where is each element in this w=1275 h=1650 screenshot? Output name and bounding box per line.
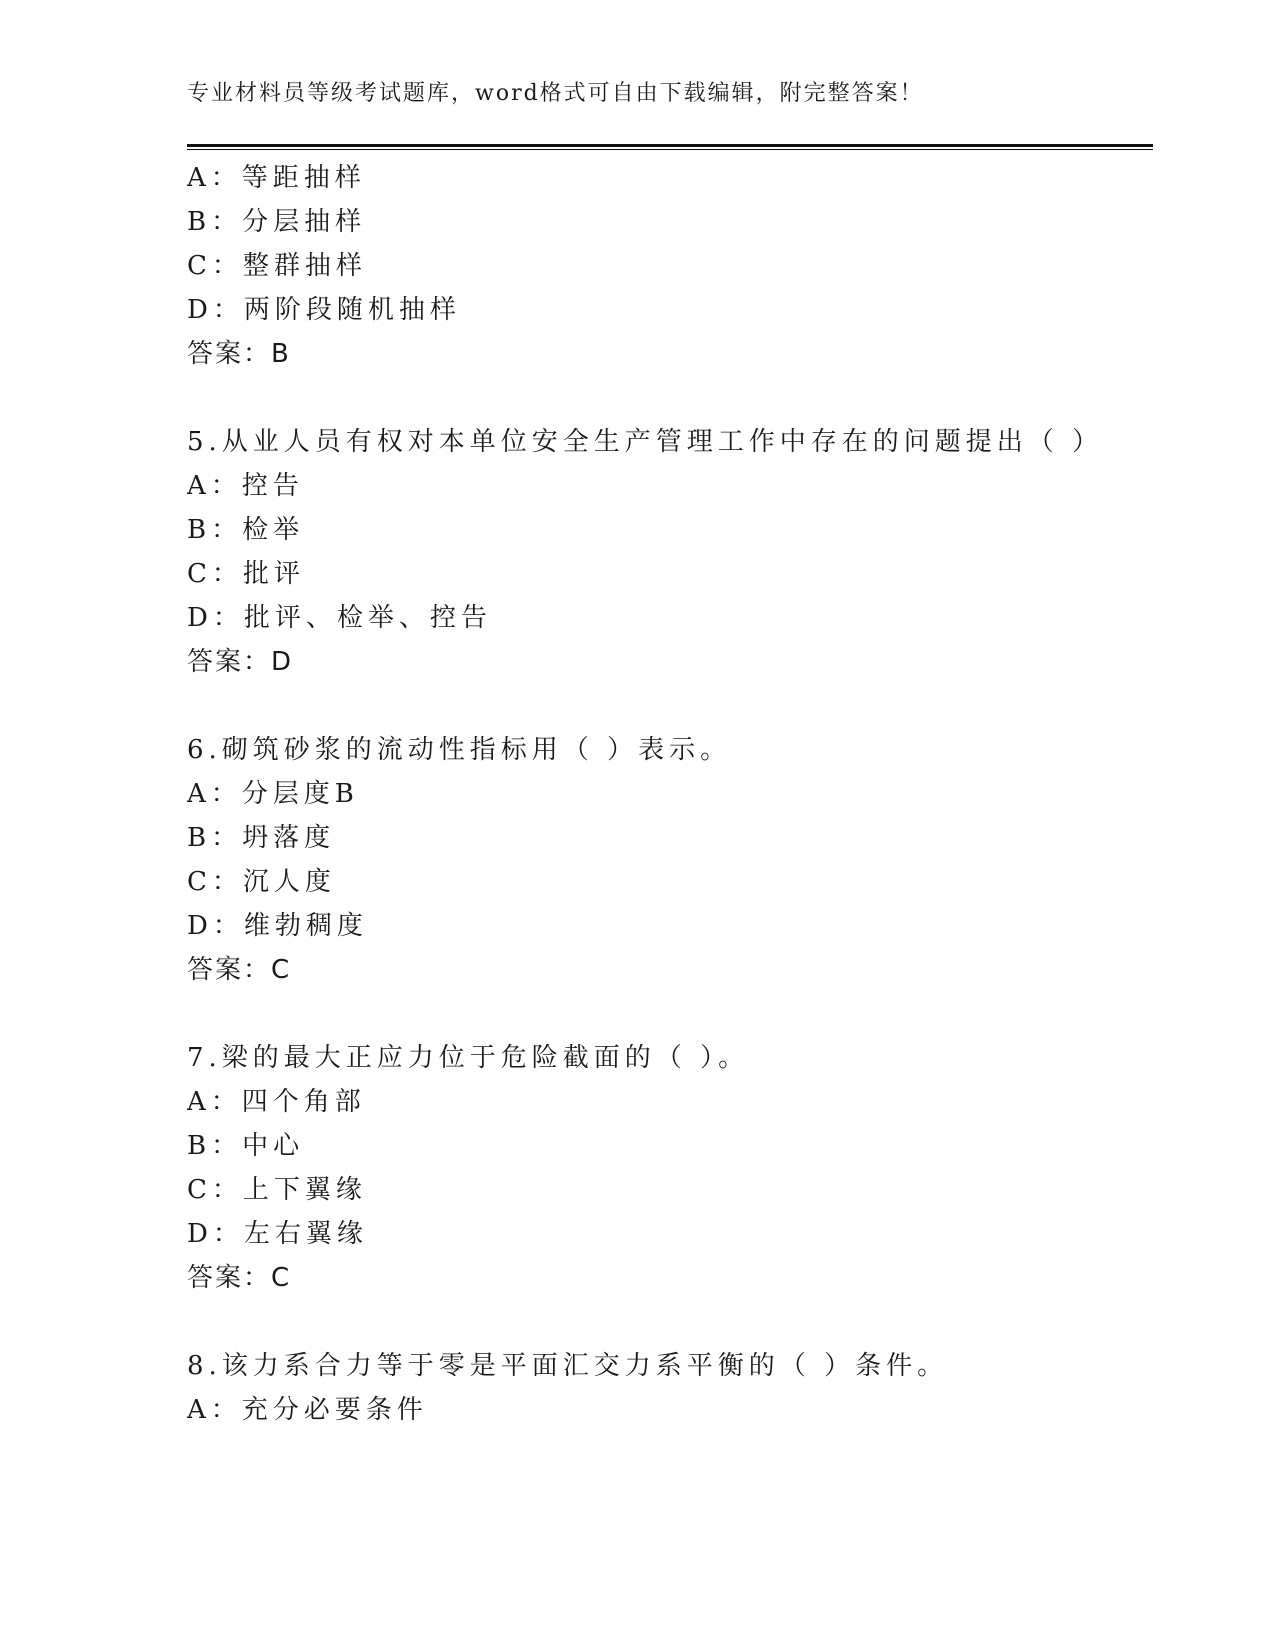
option-c: C：整群抽样 bbox=[187, 251, 367, 281]
option-b: B：检举 bbox=[187, 515, 305, 545]
question-stem: 5.从业人员有权对本单位安全生产管理工作中存在的问题提出（ ） bbox=[187, 427, 1104, 457]
option-c: C：上下翼缘 bbox=[187, 1175, 367, 1205]
option-b: B：中心 bbox=[187, 1131, 305, 1161]
page-header: 专业材料员等级考试题库，word格式可自由下载编辑，附完整答案！ bbox=[187, 81, 924, 106]
answer-line: 答案：C bbox=[187, 1263, 292, 1293]
question-stem: 8.该力系合力等于零是平面汇交力系平衡的（ ）条件。 bbox=[187, 1351, 949, 1381]
option-a: A：分层度B bbox=[187, 779, 359, 809]
question-stem: 6.砌筑砂浆的流动性指标用（ ）表示。 bbox=[187, 735, 732, 765]
option-d: D：两阶段随机抽样 bbox=[187, 295, 461, 325]
answer-line: 答案：D bbox=[187, 647, 294, 677]
option-a: A：四个角部 bbox=[187, 1087, 366, 1117]
option-d: D：维勃稠度 bbox=[187, 911, 368, 941]
option-c: C：沉人度 bbox=[187, 867, 336, 897]
option-a: A：控告 bbox=[187, 471, 304, 501]
option-d: D：左右翼缘 bbox=[187, 1219, 368, 1249]
option-a: A：等距抽样 bbox=[187, 163, 366, 193]
option-b: B：分层抽样 bbox=[187, 207, 367, 237]
question-stem: 7.梁的最大正应力位于危险截面的（ ）。 bbox=[187, 1043, 750, 1073]
option-c: C：批评 bbox=[187, 559, 305, 589]
option-d: D：批评、检举、控告 bbox=[187, 603, 492, 633]
header-divider bbox=[187, 144, 1153, 150]
answer-line: 答案：C bbox=[187, 955, 292, 985]
answer-line: 答案：B bbox=[187, 339, 291, 369]
option-a: A：充分必要条件 bbox=[187, 1395, 428, 1425]
option-b: B：坍落度 bbox=[187, 823, 336, 853]
